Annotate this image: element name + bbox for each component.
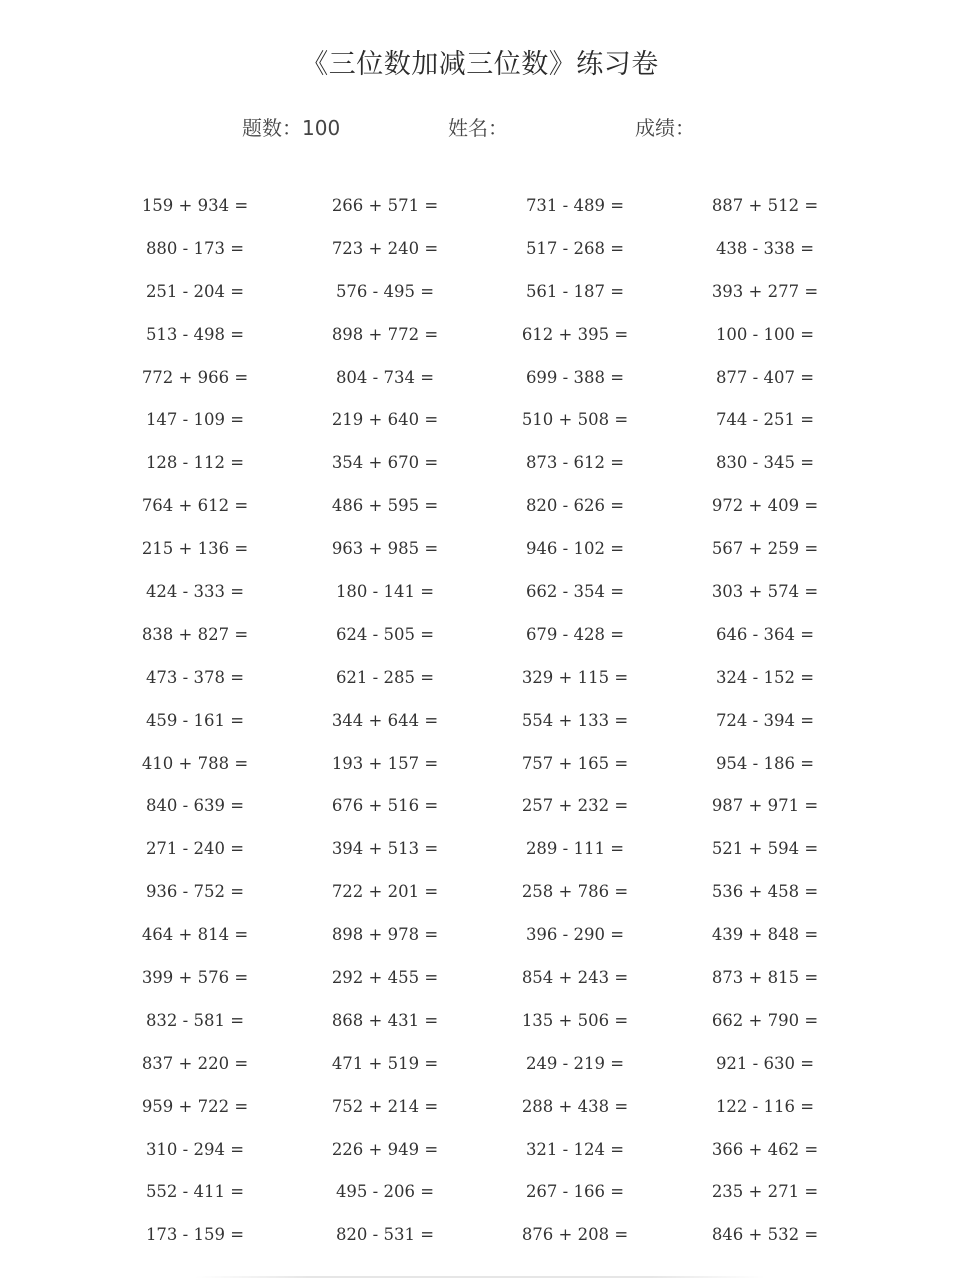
math-problem: 830 - 345 = xyxy=(715,453,815,473)
math-problem: 292 + 455 = xyxy=(331,967,439,987)
math-problem: 854 + 243 = xyxy=(521,967,629,987)
question-count-label: 题数：100 xyxy=(242,116,341,140)
math-problem: 987 + 971 = xyxy=(711,796,819,816)
math-problem: 310 - 294 = xyxy=(145,1139,245,1159)
math-problem: 180 - 141 = xyxy=(335,581,435,601)
math-problem: 877 - 407 = xyxy=(715,367,815,387)
math-problem: 621 - 285 = xyxy=(335,667,435,687)
math-problem: 567 + 259 = xyxy=(711,539,819,559)
name-field-label: 姓名： xyxy=(448,116,508,140)
score-field-label: 成绩： xyxy=(635,116,695,140)
math-problem: 731 - 489 = xyxy=(525,195,625,215)
math-problem: 410 + 788 = xyxy=(141,753,249,773)
math-problem: 772 + 966 = xyxy=(141,367,249,387)
math-problem: 676 + 516 = xyxy=(331,796,439,816)
math-problem: 271 - 240 = xyxy=(145,839,245,859)
math-problem: 838 + 827 = xyxy=(141,624,249,644)
math-problem: 173 - 159 = xyxy=(145,1225,245,1245)
math-problem: 473 - 378 = xyxy=(145,667,245,687)
math-problem: 723 + 240 = xyxy=(331,238,439,258)
math-problem: 321 - 124 = xyxy=(525,1139,625,1159)
math-problem: 561 - 187 = xyxy=(525,281,625,301)
problem-grid xyxy=(100,184,860,1256)
math-problem: 612 + 395 = xyxy=(521,324,629,344)
math-problem: 954 - 186 = xyxy=(715,753,815,773)
math-problem: 832 - 581 = xyxy=(145,1010,245,1030)
math-problem: 552 - 411 = xyxy=(145,1182,245,1202)
math-problem: 868 + 431 = xyxy=(331,1010,439,1030)
page-bottom-divider xyxy=(195,1276,765,1278)
math-problem: 837 + 220 = xyxy=(141,1053,249,1073)
math-problem: 438 - 338 = xyxy=(715,238,815,258)
math-problem: 471 + 519 = xyxy=(331,1053,439,1073)
math-problem: 267 - 166 = xyxy=(525,1182,625,1202)
math-problem: 366 + 462 = xyxy=(711,1139,819,1159)
math-problem: 880 - 173 = xyxy=(145,238,245,258)
math-problem: 873 + 815 = xyxy=(711,967,819,987)
math-problem: 820 - 626 = xyxy=(525,496,625,516)
math-problem: 724 - 394 = xyxy=(715,710,815,730)
math-problem: 521 + 594 = xyxy=(711,839,819,859)
math-problem: 399 + 576 = xyxy=(141,967,249,987)
math-problem: 699 - 388 = xyxy=(525,367,625,387)
math-problem: 873 - 612 = xyxy=(525,453,625,473)
math-problem: 576 - 495 = xyxy=(335,281,435,301)
math-problem: 266 + 571 = xyxy=(331,195,439,215)
math-problem: 536 + 458 = xyxy=(711,882,819,902)
math-problem: 946 - 102 = xyxy=(525,539,625,559)
math-problem: 764 + 612 = xyxy=(141,496,249,516)
math-problem: 393 + 277 = xyxy=(711,281,819,301)
math-problem: 424 - 333 = xyxy=(145,581,245,601)
math-problem: 517 - 268 = xyxy=(525,238,625,258)
math-problem: 554 + 133 = xyxy=(521,710,629,730)
math-problem: 846 + 532 = xyxy=(711,1225,819,1245)
math-problem: 963 + 985 = xyxy=(331,539,439,559)
math-problem: 219 + 640 = xyxy=(331,410,439,430)
math-problem: 464 + 814 = xyxy=(141,925,249,945)
math-problem: 215 + 136 = xyxy=(141,539,249,559)
math-problem: 495 - 206 = xyxy=(335,1182,435,1202)
math-problem: 226 + 949 = xyxy=(331,1139,439,1159)
math-problem: 510 + 508 = xyxy=(521,410,629,430)
math-problem: 147 - 109 = xyxy=(145,410,245,430)
math-problem: 329 + 115 = xyxy=(521,667,629,687)
math-problem: 752 + 214 = xyxy=(331,1096,439,1116)
math-problem: 288 + 438 = xyxy=(521,1096,629,1116)
math-problem: 249 - 219 = xyxy=(525,1053,625,1073)
math-problem: 193 + 157 = xyxy=(331,753,439,773)
math-problem: 459 - 161 = xyxy=(145,710,245,730)
math-problem: 344 + 644 = xyxy=(331,710,439,730)
math-problem: 122 - 116 = xyxy=(715,1096,815,1116)
math-problem: 439 + 848 = xyxy=(711,925,819,945)
math-problem: 959 + 722 = xyxy=(141,1096,249,1116)
math-problem: 486 + 595 = xyxy=(331,496,439,516)
math-problem: 840 - 639 = xyxy=(145,796,245,816)
math-problem: 251 - 204 = xyxy=(145,281,245,301)
math-problem: 128 - 112 = xyxy=(145,453,245,473)
math-problem: 159 + 934 = xyxy=(141,195,249,215)
math-problem: 324 - 152 = xyxy=(715,667,815,687)
math-problem: 898 + 772 = xyxy=(331,324,439,344)
math-problem: 289 - 111 = xyxy=(525,839,625,859)
math-problem: 354 + 670 = xyxy=(331,453,439,473)
math-problem: 513 - 498 = xyxy=(145,324,245,344)
math-problem: 258 + 786 = xyxy=(521,882,629,902)
math-problem: 898 + 978 = xyxy=(331,925,439,945)
math-problem: 744 - 251 = xyxy=(715,410,815,430)
math-problem: 394 + 513 = xyxy=(331,839,439,859)
math-problem: 303 + 574 = xyxy=(711,581,819,601)
math-problem: 679 - 428 = xyxy=(525,624,625,644)
math-problem: 921 - 630 = xyxy=(715,1053,815,1073)
math-problem: 972 + 409 = xyxy=(711,496,819,516)
math-problem: 396 - 290 = xyxy=(525,925,625,945)
math-problem: 135 + 506 = xyxy=(521,1010,629,1030)
math-problem: 936 - 752 = xyxy=(145,882,245,902)
math-problem: 662 + 790 = xyxy=(711,1010,819,1030)
math-problem: 100 - 100 = xyxy=(715,324,815,344)
math-problem: 722 + 201 = xyxy=(331,882,439,902)
math-problem: 887 + 512 = xyxy=(711,195,819,215)
math-problem: 257 + 232 = xyxy=(521,796,629,816)
worksheet-title: 《三位数加减三位数》练习卷 xyxy=(301,49,659,80)
math-problem: 757 + 165 = xyxy=(521,753,629,773)
math-problem: 820 - 531 = xyxy=(335,1225,435,1245)
math-problem: 804 - 734 = xyxy=(335,367,435,387)
math-problem: 646 - 364 = xyxy=(715,624,815,644)
math-problem: 624 - 505 = xyxy=(335,624,435,644)
math-problem: 235 + 271 = xyxy=(711,1182,819,1202)
math-problem: 662 - 354 = xyxy=(525,581,625,601)
math-problem: 876 + 208 = xyxy=(521,1225,629,1245)
